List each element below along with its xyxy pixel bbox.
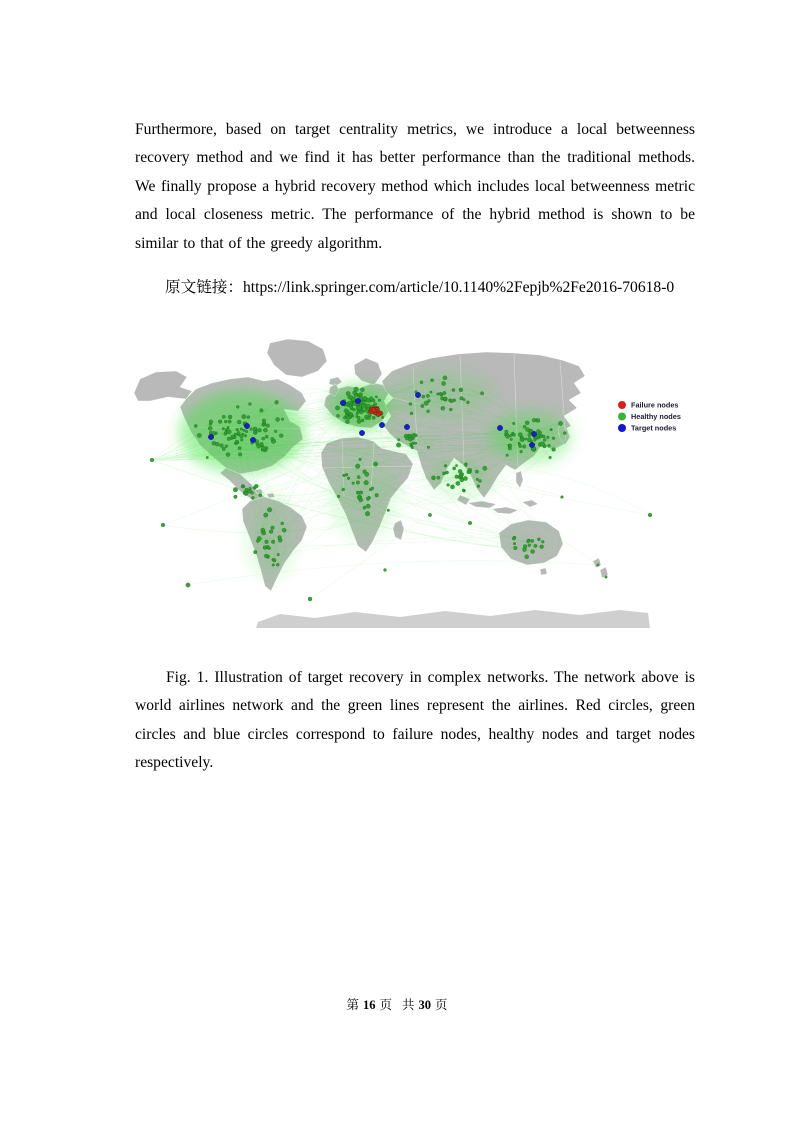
- footer-prefix: 第: [346, 998, 359, 1012]
- healthy-node: [532, 418, 536, 422]
- article-url-link[interactable]: https://link.springer.com/article/10.1140%2Fepjb%2Fe2016-70618-0: [242, 278, 675, 296]
- abstract-paragraph: Furthermore, based on target centrality metrics, we introduce a local betweenness recovery method and we find it has better performance than the traditional methods. We finally propose a hybrid recovery method which includes local betweenness metric and local closeness metric. The performance of the hybrid method is shown to be similar to that of the greedy algorithm.: [135, 120, 695, 252]
- healthy-node: [444, 464, 447, 467]
- healthy-node: [240, 438, 243, 441]
- healthy-node: [263, 428, 267, 432]
- healthy-node: [347, 401, 350, 404]
- healthy-node: [527, 540, 530, 543]
- healthy-node: [357, 406, 361, 410]
- healthy-node: [256, 539, 259, 542]
- healthy-node: [228, 415, 232, 419]
- healthy-node: [360, 491, 363, 494]
- healthy-node: [540, 442, 545, 447]
- source-link-label: 原文链接：: [165, 278, 243, 296]
- healthy-node: [259, 494, 262, 497]
- healthy-node: [505, 430, 509, 434]
- healthy-node: [222, 415, 225, 418]
- healthy-node: [243, 429, 246, 432]
- healthy-node: [222, 427, 225, 430]
- healthy-node: [373, 462, 377, 466]
- healthy-node: [525, 421, 529, 425]
- healthy-node: [405, 437, 409, 441]
- target-node: [244, 423, 249, 428]
- healthy-node: [245, 430, 248, 433]
- healthy-node: [265, 540, 269, 544]
- healthy-node: [449, 408, 452, 411]
- healthy-node: [233, 487, 238, 492]
- healthy-node: [365, 472, 369, 476]
- healthy-node: [260, 409, 264, 413]
- healthy-node: [375, 396, 377, 398]
- healthy-node: [398, 439, 400, 441]
- healthy-node: [281, 522, 284, 525]
- healthy-node: [354, 393, 358, 397]
- healthy-node: [475, 470, 478, 473]
- healthy-node: [242, 485, 245, 488]
- legend-label-1: Failure nodes: [631, 400, 679, 410]
- healthy-node: [441, 406, 445, 410]
- healthy-node: [512, 433, 515, 436]
- healthy-node: [563, 432, 566, 435]
- healthy-node: [268, 547, 271, 550]
- healthy-node: [421, 404, 424, 407]
- healthy-node: [227, 426, 230, 429]
- healthy-node: [430, 391, 432, 393]
- target-node: [531, 431, 536, 436]
- healthy-node: [443, 376, 447, 380]
- healthy-node: [222, 447, 225, 450]
- healthy-node: [197, 433, 201, 437]
- healthy-node: [242, 414, 246, 418]
- healthy-node: [360, 388, 364, 392]
- healthy-node: [368, 417, 371, 420]
- healthy-node: [206, 456, 208, 458]
- healthy-node: [227, 430, 231, 434]
- healthy-node: [245, 488, 248, 491]
- healthy-node: [648, 513, 652, 517]
- healthy-node: [345, 473, 348, 476]
- healthy-node: [536, 430, 539, 433]
- healthy-node: [366, 504, 370, 508]
- healthy-node: [427, 446, 430, 449]
- legend-label-3: Target nodes: [631, 423, 677, 433]
- healthy-node: [540, 545, 544, 549]
- healthy-node: [356, 412, 359, 415]
- healthy-node: [261, 446, 266, 451]
- healthy-node: [150, 458, 154, 462]
- healthy-node: [220, 444, 224, 448]
- healthy-node: [431, 379, 434, 382]
- figure-caption: Fig. 1. Illustration of target recovery in complex networks. The network above is world airlines network and the green lines represent the airlines. Red circles, green circles and blue circles correspond to failure nodes, healthy nodes and target nodes respectively.: [135, 668, 695, 772]
- healthy-node: [278, 536, 282, 540]
- healthy-node: [506, 434, 510, 438]
- target-node: [497, 425, 502, 430]
- footer-suffix: 页: [435, 998, 448, 1012]
- healthy-node: [520, 450, 523, 453]
- healthy-node: [513, 542, 516, 545]
- healthy-node: [262, 437, 265, 440]
- healthy-node: [415, 442, 417, 444]
- healthy-node: [437, 476, 440, 479]
- healthy-node: [365, 511, 370, 516]
- healthy-node: [271, 540, 275, 544]
- healthy-node: [308, 597, 312, 601]
- healthy-node: [373, 403, 376, 406]
- healthy-node: [445, 471, 448, 474]
- healthy-node: [234, 433, 236, 435]
- healthy-node: [456, 481, 460, 485]
- healthy-node: [468, 521, 472, 525]
- healthy-node: [409, 402, 412, 405]
- healthy-node: [428, 513, 431, 516]
- healthy-node: [466, 401, 469, 404]
- healthy-node: [539, 434, 542, 437]
- healthy-node: [224, 420, 227, 423]
- healthy-node: [194, 424, 197, 427]
- healthy-node: [236, 405, 239, 408]
- healthy-node: [506, 454, 509, 457]
- healthy-node: [363, 400, 365, 402]
- healthy-node: [274, 430, 277, 433]
- healthy-node: [547, 436, 550, 439]
- healthy-node: [273, 559, 277, 563]
- healthy-node: [514, 546, 518, 550]
- healthy-node: [357, 476, 360, 479]
- target-node: [415, 392, 420, 397]
- healthy-node: [240, 434, 244, 438]
- healthy-node: [260, 442, 264, 446]
- healthy-node: [264, 513, 268, 517]
- target-node: [379, 422, 384, 427]
- healthy-node: [353, 408, 356, 411]
- healthy-node: [356, 481, 360, 485]
- healthy-node: [431, 476, 435, 480]
- footer-mid2: 共: [402, 998, 415, 1012]
- target-node: [359, 430, 364, 435]
- healthy-node: [238, 453, 242, 457]
- healthy-node: [548, 444, 551, 447]
- healthy-node: [510, 434, 513, 437]
- healthy-node: [336, 414, 339, 417]
- healthy-node: [366, 497, 370, 501]
- healthy-node: [528, 544, 531, 547]
- healthy-node: [420, 381, 423, 384]
- target-node: [340, 400, 345, 405]
- healthy-node: [424, 401, 429, 406]
- current-page-number: 16: [362, 998, 376, 1012]
- healthy-node: [212, 441, 216, 445]
- healthy-node: [525, 438, 527, 440]
- landmass: [540, 568, 547, 575]
- healthy-node: [480, 392, 483, 395]
- healthy-node: [384, 569, 387, 572]
- healthy-node: [460, 473, 464, 477]
- target-node: [208, 434, 213, 439]
- healthy-node: [412, 442, 415, 445]
- healthy-node: [450, 399, 453, 402]
- healthy-node: [226, 453, 230, 457]
- healthy-node: [265, 435, 268, 438]
- healthy-node: [342, 488, 345, 491]
- healthy-node: [459, 388, 463, 392]
- healthy-node: [523, 545, 527, 549]
- healthy-node: [531, 550, 535, 554]
- healthy-node: [439, 392, 442, 395]
- healthy-node: [348, 412, 351, 415]
- healthy-node: [450, 485, 454, 489]
- healthy-node: [282, 528, 286, 532]
- healthy-node: [541, 540, 544, 543]
- healthy-node: [254, 550, 258, 554]
- healthy-node: [277, 553, 280, 556]
- healthy-node: [477, 485, 480, 488]
- target-node: [404, 424, 409, 429]
- healthy-node: [444, 397, 448, 401]
- glow-north-america: [179, 390, 305, 474]
- healthy-node: [537, 538, 540, 541]
- healthy-node: [528, 434, 531, 437]
- healthy-node: [281, 418, 284, 421]
- healthy-node: [264, 554, 268, 558]
- healthy-node: [422, 395, 425, 398]
- healthy-node: [525, 555, 529, 559]
- healthy-node: [276, 418, 280, 422]
- healthy-node: [237, 420, 241, 424]
- healthy-node: [479, 480, 482, 483]
- healthy-node: [352, 397, 356, 401]
- healthy-node: [225, 445, 228, 448]
- healthy-node: [209, 420, 213, 424]
- healthy-node: [355, 464, 360, 469]
- healthy-node: [361, 419, 364, 422]
- healthy-node: [234, 495, 238, 499]
- healthy-node: [467, 470, 471, 474]
- healthy-node: [271, 437, 274, 440]
- healthy-node: [519, 445, 522, 448]
- healthy-node: [360, 411, 363, 414]
- healthy-node: [530, 539, 533, 542]
- healthy-node: [347, 477, 350, 480]
- healthy-node: [396, 443, 401, 448]
- healthy-node: [254, 484, 258, 488]
- healthy-node: [483, 466, 487, 470]
- total-page-number: 30: [418, 998, 432, 1012]
- healthy-node: [238, 446, 241, 449]
- healthy-node: [352, 415, 354, 417]
- legend-label-2: Healthy nodes: [631, 412, 681, 422]
- source-link-line: [135, 274, 695, 303]
- healthy-node: [512, 537, 515, 540]
- healthy-node: [228, 420, 231, 423]
- healthy-node: [447, 484, 450, 487]
- healthy-node: [455, 464, 457, 466]
- healthy-node: [218, 420, 222, 424]
- healthy-node: [244, 434, 247, 437]
- healthy-node: [549, 456, 552, 459]
- healthy-node: [363, 506, 366, 509]
- healthy-node: [534, 439, 537, 442]
- world-airlines-map-figure: [130, 337, 691, 628]
- healthy-node: [518, 433, 522, 437]
- healthy-node: [266, 424, 270, 428]
- healthy-node: [275, 400, 279, 404]
- healthy-node: [345, 420, 349, 424]
- healthy-node: [378, 399, 381, 402]
- healthy-node: [453, 467, 456, 470]
- healthy-node: [263, 546, 267, 550]
- healthy-node: [523, 425, 526, 428]
- healthy-node: [258, 428, 262, 432]
- page-footer: [0, 996, 794, 1014]
- healthy-node: [343, 474, 346, 477]
- healthy-node: [463, 399, 465, 401]
- healthy-node: [371, 487, 374, 490]
- healthy-node: [512, 422, 515, 425]
- healthy-node: [251, 491, 254, 494]
- healthy-node: [250, 428, 253, 431]
- healthy-node: [208, 426, 212, 430]
- healthy-node: [522, 445, 526, 449]
- healthy-node: [256, 443, 259, 446]
- healthy-node: [520, 437, 524, 441]
- healthy-node: [552, 448, 556, 452]
- healthy-node: [561, 496, 564, 499]
- healthy-node: [352, 482, 355, 485]
- healthy-node: [354, 387, 359, 392]
- healthy-node: [443, 391, 446, 394]
- healthy-node: [437, 393, 440, 396]
- healthy-node: [427, 410, 430, 413]
- healthy-node: [251, 496, 254, 499]
- healthy-node: [364, 480, 369, 485]
- healthy-node: [337, 495, 340, 498]
- healthy-node: [253, 427, 257, 431]
- healthy-node: [462, 489, 465, 492]
- healthy-node: [244, 491, 248, 495]
- healthy-node: [550, 428, 553, 431]
- healthy-node: [237, 431, 240, 434]
- healthy-node: [236, 428, 239, 431]
- healthy-node: [249, 487, 252, 490]
- healthy-node: [464, 464, 467, 467]
- healthy-node: [543, 438, 546, 441]
- healthy-node: [335, 406, 339, 410]
- target-node: [529, 442, 534, 447]
- healthy-node: [361, 404, 366, 409]
- healthy-node: [534, 544, 537, 547]
- healthy-node: [442, 472, 445, 475]
- healthy-node: [366, 398, 370, 402]
- healthy-node: [279, 434, 283, 438]
- healthy-node: [552, 437, 555, 440]
- healthy-node: [247, 416, 250, 419]
- healthy-node: [263, 423, 266, 426]
- target-node: [250, 437, 255, 442]
- healthy-node: [387, 509, 390, 512]
- healthy-node: [597, 564, 600, 567]
- healthy-node: [357, 496, 361, 500]
- healthy-node: [346, 391, 350, 395]
- healthy-node: [372, 416, 375, 419]
- healthy-node: [510, 438, 513, 441]
- healthy-node: [357, 416, 360, 419]
- failure-node: [371, 408, 376, 413]
- healthy-node: [235, 440, 238, 443]
- healthy-node: [442, 381, 446, 385]
- healthy-node: [558, 421, 562, 425]
- healthy-node: [240, 428, 243, 431]
- healthy-node: [248, 403, 251, 406]
- healthy-node: [272, 564, 275, 567]
- healthy-node: [460, 397, 464, 401]
- healthy-node: [381, 416, 384, 419]
- healthy-node: [269, 530, 273, 534]
- healthy-node: [267, 508, 272, 513]
- healthy-node: [426, 394, 429, 397]
- world-map: [130, 337, 691, 628]
- healthy-node: [357, 419, 361, 423]
- healthy-node: [411, 447, 413, 449]
- healthy-node: [271, 526, 275, 530]
- healthy-node: [410, 412, 413, 415]
- healthy-node: [186, 583, 190, 587]
- healthy-node: [230, 437, 233, 440]
- healthy-node: [536, 419, 540, 423]
- healthy-node: [346, 416, 350, 420]
- healthy-node: [375, 493, 379, 497]
- legend-dot-3: [618, 424, 626, 432]
- target-node: [355, 398, 360, 403]
- healthy-node: [476, 478, 479, 481]
- healthy-node: [356, 491, 360, 495]
- healthy-node: [359, 458, 362, 461]
- legend-dot-1: [618, 401, 626, 409]
- legend-dot-2: [618, 413, 626, 421]
- healthy-node: [261, 528, 265, 532]
- healthy-node: [605, 576, 608, 579]
- healthy-node: [452, 388, 455, 391]
- healthy-node: [526, 428, 530, 432]
- healthy-node: [349, 406, 352, 409]
- healthy-node: [414, 434, 417, 437]
- footer-mid: 页: [379, 998, 392, 1012]
- healthy-node: [161, 523, 165, 527]
- healthy-node: [276, 563, 279, 566]
- healthy-node: [509, 444, 512, 447]
